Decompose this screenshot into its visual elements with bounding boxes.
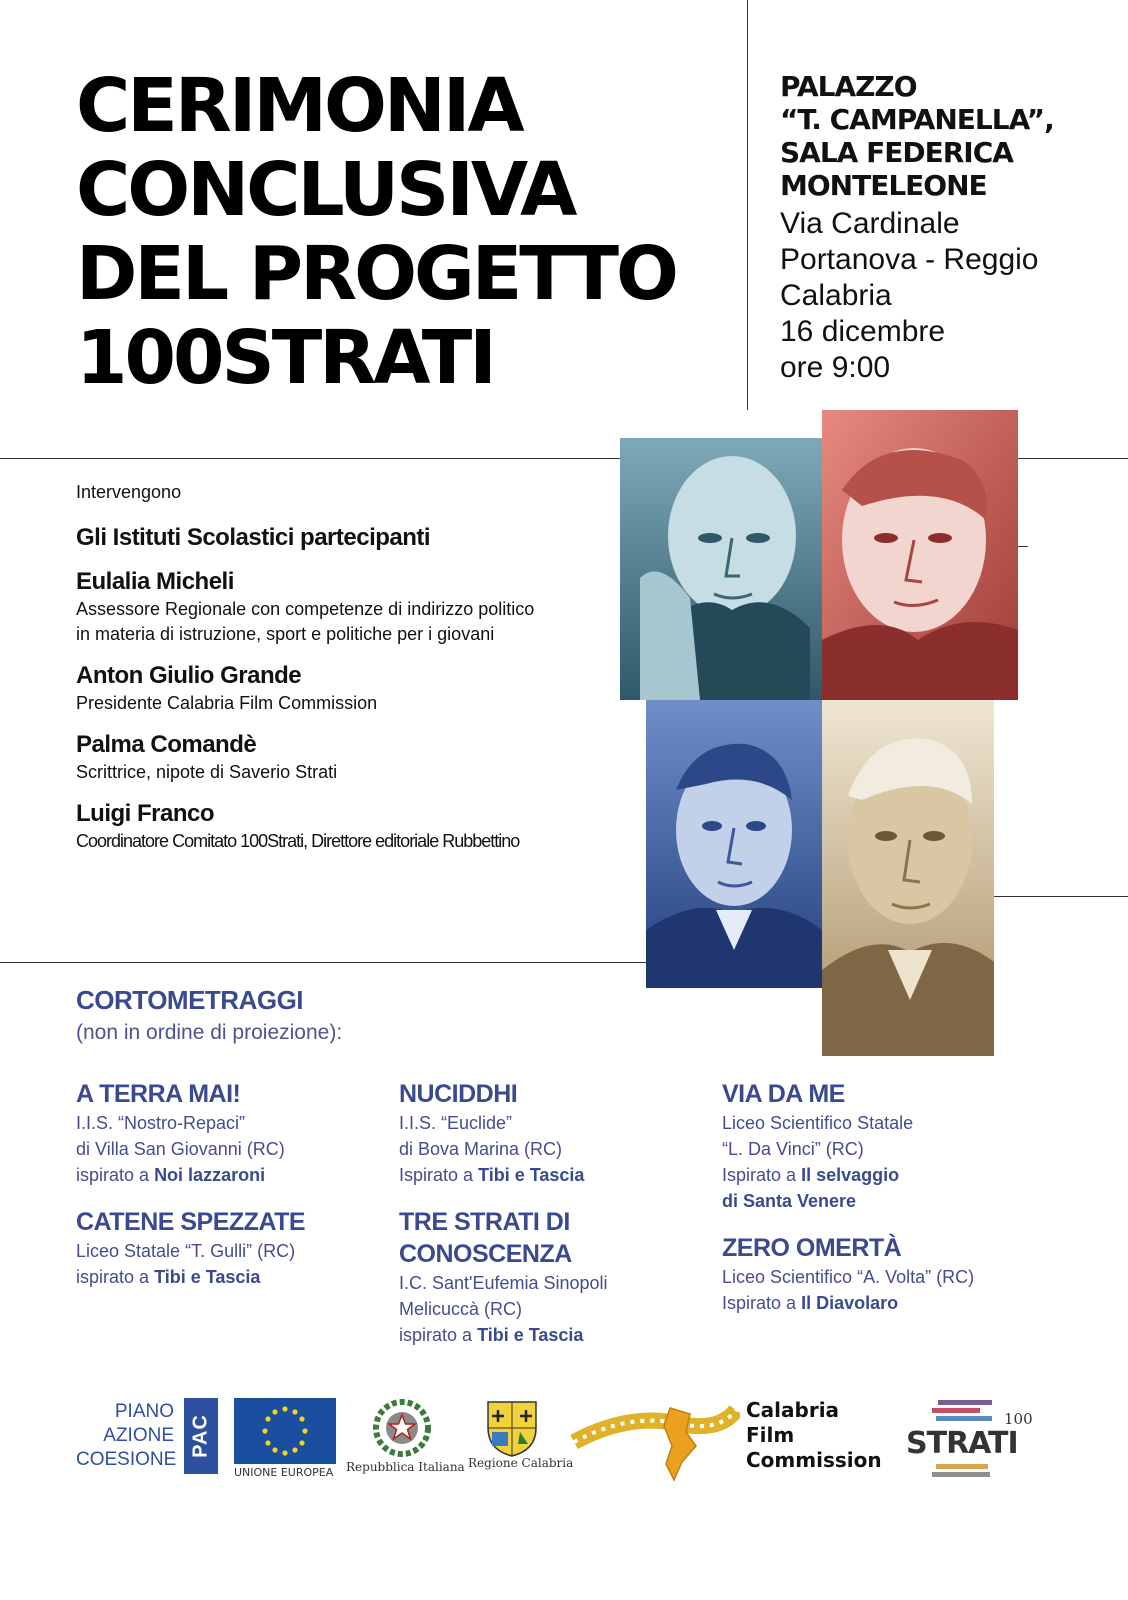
speaker-name: Anton Giulio Grande [76, 662, 302, 689]
address-line: Portanova - Reggio [780, 243, 1039, 276]
film-work: Noi lazzaroni [154, 1165, 266, 1185]
film-card [399, 1206, 719, 1348]
main-title [76, 64, 736, 400]
speaker-role-line: Coordinatore Comitato 100Strati, Direttore editoriale Rubbettino [76, 831, 520, 851]
speaker-role [76, 829, 636, 854]
film-card [722, 1232, 1062, 1316]
portrait-photo-teal [620, 438, 822, 700]
title-line: CONCLUSIVA [76, 147, 575, 233]
film-school-line: Melicuccà (RC) [399, 1299, 523, 1319]
calabria-region-emblem-icon [484, 1398, 540, 1463]
venue-block [780, 70, 1120, 386]
film-title [722, 1232, 1062, 1264]
speaker-item [76, 567, 636, 647]
portrait-photo-blue [646, 700, 822, 988]
film-title [76, 1206, 396, 1238]
film-inspiration [722, 1290, 1062, 1316]
film-title-line: NUCIDDHI [399, 1080, 518, 1108]
cfc-logo-text [746, 1398, 882, 1473]
film-work: Tibi e Tascia [477, 1325, 584, 1345]
speaker-role-line: in materia di istruzione, sport e politiche per i giovani [76, 624, 495, 644]
speaker-role-line: Assessore Regionale con competenze di indirizzo politico [76, 599, 535, 619]
film-school-line: Liceo Scientifico Statale [722, 1113, 914, 1133]
title-line: CERIMONIA [76, 63, 522, 149]
venue-name-line: MONTELEONE [780, 169, 987, 202]
pac-mark: PAC [189, 1414, 212, 1458]
speakers-intro: Intervengono [76, 482, 182, 502]
film-title [399, 1206, 719, 1270]
title-line: 100STRATI [76, 315, 494, 401]
speaker-item [76, 661, 636, 716]
film-work: Tibi e Tascia [478, 1165, 585, 1185]
inspired-label: Ispirato a [722, 1293, 797, 1313]
speaker-name: Gli Istituti Scolastici partecipanti [76, 524, 431, 551]
strati-stripes-icon [930, 1398, 994, 1424]
film-work: Tibi e Tascia [154, 1267, 261, 1287]
film-title-line: ZERO OMERTÀ [722, 1234, 902, 1262]
pac-line: AZIONE [103, 1425, 174, 1446]
divider-tick [1018, 546, 1028, 547]
speaker-item [76, 523, 636, 553]
pac-logo [184, 1398, 218, 1474]
speakers-section [76, 482, 636, 868]
portrait-photo-red [822, 410, 1018, 700]
cfc-line: Calabria [746, 1398, 840, 1422]
venue-address [780, 206, 1120, 386]
film-title [399, 1078, 719, 1110]
inspired-label: ispirato a [76, 1267, 150, 1287]
film-work: di Santa Venere [722, 1191, 857, 1211]
venue-name-line: SALA FEDERICA [780, 136, 1013, 169]
film-school-line: di Villa San Giovanni (RC) [76, 1139, 285, 1159]
strati-logo-number: 100 [1004, 1410, 1033, 1428]
venue-name-line: “T. CAMPANELLA”, [780, 103, 1054, 136]
cfc-line: Film [746, 1423, 795, 1447]
speaker-item [76, 799, 636, 854]
film-school-line: I.I.S. “Nostro-Repaci” [76, 1113, 246, 1133]
film-school-line: I.C. Sant'Eufemia Sinopoli [399, 1273, 608, 1293]
film-work: Il Diavolaro [801, 1293, 899, 1313]
divider-top-right [1018, 458, 1128, 459]
speaker-role [76, 597, 636, 647]
film-inspiration-cont [722, 1188, 1042, 1214]
strati-logo-word: STRATI [906, 1426, 1018, 1461]
film-title [722, 1078, 1042, 1110]
shorts-subtitle: (non in ordine di proiezione): [76, 1021, 343, 1044]
pac-line: COESIONE [76, 1449, 177, 1470]
cfc-line: Commission [746, 1448, 882, 1472]
region-caption: Regione Calabria [468, 1456, 574, 1470]
inspired-label: ispirato a [76, 1165, 150, 1185]
eu-flag-icon [234, 1398, 336, 1464]
address-line: Calabria [780, 279, 892, 312]
event-time: ore 9:00 [780, 351, 891, 384]
film-title-line: A TERRA MAI! [76, 1080, 241, 1108]
film-inspiration [76, 1264, 396, 1290]
film-title-line: VIA DA ME [722, 1080, 845, 1108]
inspired-label: Ispirato a [399, 1165, 474, 1185]
inspired-label: Ispirato a [722, 1165, 797, 1185]
film-card [76, 1078, 396, 1188]
speaker-role [76, 760, 636, 785]
vertical-divider [747, 0, 748, 410]
speaker-role-line: Scrittrice, nipote di Saverio Strati [76, 762, 338, 782]
speaker-name: Palma Comandè [76, 731, 257, 758]
film-inspiration [76, 1162, 396, 1188]
film-school-line: Liceo Statale “T. Gulli” (RC) [76, 1241, 296, 1261]
speaker-item [76, 730, 636, 785]
film-card [399, 1078, 719, 1188]
speaker-role [76, 691, 636, 716]
speaker-name: Eulalia Micheli [76, 568, 234, 595]
film-inspiration [722, 1162, 1042, 1188]
venue-name-line: PALAZZO [780, 70, 917, 103]
film-title-line: CONOSCENZA [399, 1240, 572, 1268]
film-strip-calabria-icon [570, 1402, 740, 1487]
title-line: DEL PROGETTO [76, 231, 676, 317]
logo-strip [76, 1398, 1056, 1488]
film-title-line: CATENE SPEZZATE [76, 1208, 306, 1236]
shorts-title: CORTOMETRAGGI [76, 985, 304, 1015]
inspired-label: ispirato a [399, 1325, 473, 1345]
film-work: Il selvaggio [801, 1165, 900, 1185]
film-title-line: TRE STRATI DI [399, 1208, 570, 1236]
italy-emblem-icon [372, 1398, 432, 1463]
divider-mid-right [994, 896, 1128, 897]
speaker-role-line: Presidente Calabria Film Commission [76, 693, 378, 713]
venue-name [780, 70, 1120, 202]
film-inspiration [399, 1322, 719, 1348]
address-line: Via Cardinale [780, 207, 960, 240]
film-title [76, 1078, 396, 1110]
divider-mid-left [0, 962, 646, 963]
speaker-name: Luigi Franco [76, 800, 214, 827]
film-card [722, 1078, 1042, 1214]
film-school-line: Liceo Scientifico “A. Volta” (RC) [722, 1267, 975, 1287]
film-inspiration [399, 1162, 719, 1188]
pac-logo-text [76, 1400, 177, 1472]
film-school-line: “L. Da Vinci” (RC) [722, 1139, 864, 1159]
event-date: 16 dicembre [780, 315, 946, 348]
italy-caption: Repubblica Italiana [346, 1460, 465, 1474]
eu-caption: UNIONE EUROPEA [234, 1466, 334, 1479]
pac-line: PIANO [114, 1401, 174, 1422]
film-card [76, 1206, 396, 1290]
portrait-photo-sepia [822, 700, 994, 1056]
strati-stripes-bottom-icon [930, 1464, 994, 1477]
divider-top-left [0, 458, 620, 459]
film-school-line: di Bova Marina (RC) [399, 1139, 563, 1159]
film-school-line: I.I.S. “Euclide” [399, 1113, 513, 1133]
